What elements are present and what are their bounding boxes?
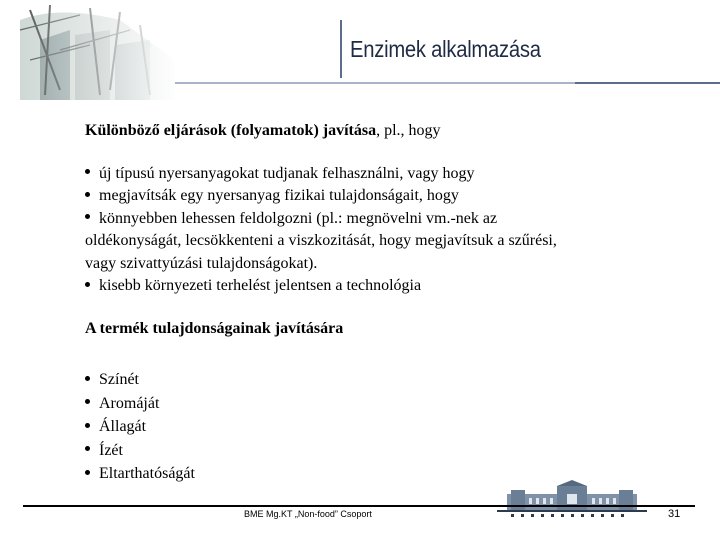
bullet-dot-icon <box>85 446 90 451</box>
bullet-continuation: oldékonyságát, lecsökkenteni a viszkozitását, hogy megjavítsuk a szűrési, <box>85 232 557 249</box>
bullet-dot-icon <box>85 192 90 197</box>
list-item: Eltarthatóságát <box>85 462 695 486</box>
bullet-item: megjavítsák egy nyersanyag fizikai tulajdonságait, hogy <box>85 185 695 208</box>
bullet-dot-icon <box>85 399 90 404</box>
bullet-dot-icon <box>85 214 90 219</box>
bullet-continuation: vagy szivattyúzási tulajdonságokat). <box>85 254 318 272</box>
bullet-dot-icon <box>85 282 90 287</box>
footer-text: BME Mg.KT „Non-food” Csoport <box>244 509 372 519</box>
list-item: Színét <box>85 368 695 392</box>
section-heading: A termék tulajdonságainak javítására <box>85 319 344 337</box>
intro-rest: , pl., hogy <box>376 122 441 139</box>
list-item: Ízét <box>85 439 695 463</box>
bullet-dot-icon <box>85 470 90 475</box>
page-number: 31 <box>668 508 681 520</box>
footer-divider <box>23 505 695 507</box>
bullet-dot-icon <box>85 376 90 381</box>
bullet-item: könnyebben lehessen feldolgozni (pl.: megnövelni vm.-nek az <box>85 208 695 231</box>
intro-bold: Különböző eljárások (folyamatok) javítása <box>85 122 377 139</box>
slide-content <box>85 120 695 486</box>
building-photo-image <box>0 0 180 100</box>
list-item: Aromáját <box>85 392 695 416</box>
bullet-item: kisebb környezeti terhelést jelentsen a technológia <box>85 275 695 298</box>
list-item: Állagát <box>85 415 695 439</box>
bullet-dot-icon <box>85 423 90 428</box>
bullet-dot-icon <box>85 169 90 174</box>
university-logo-image <box>497 480 647 520</box>
bullet-item: új típusú nyersanyagokat tudjanak felhasználni, vagy hogy <box>85 163 695 186</box>
intro-line <box>85 120 695 143</box>
property-list <box>85 368 695 486</box>
slide-title: Enzimek alkalmazása <box>350 36 541 62</box>
